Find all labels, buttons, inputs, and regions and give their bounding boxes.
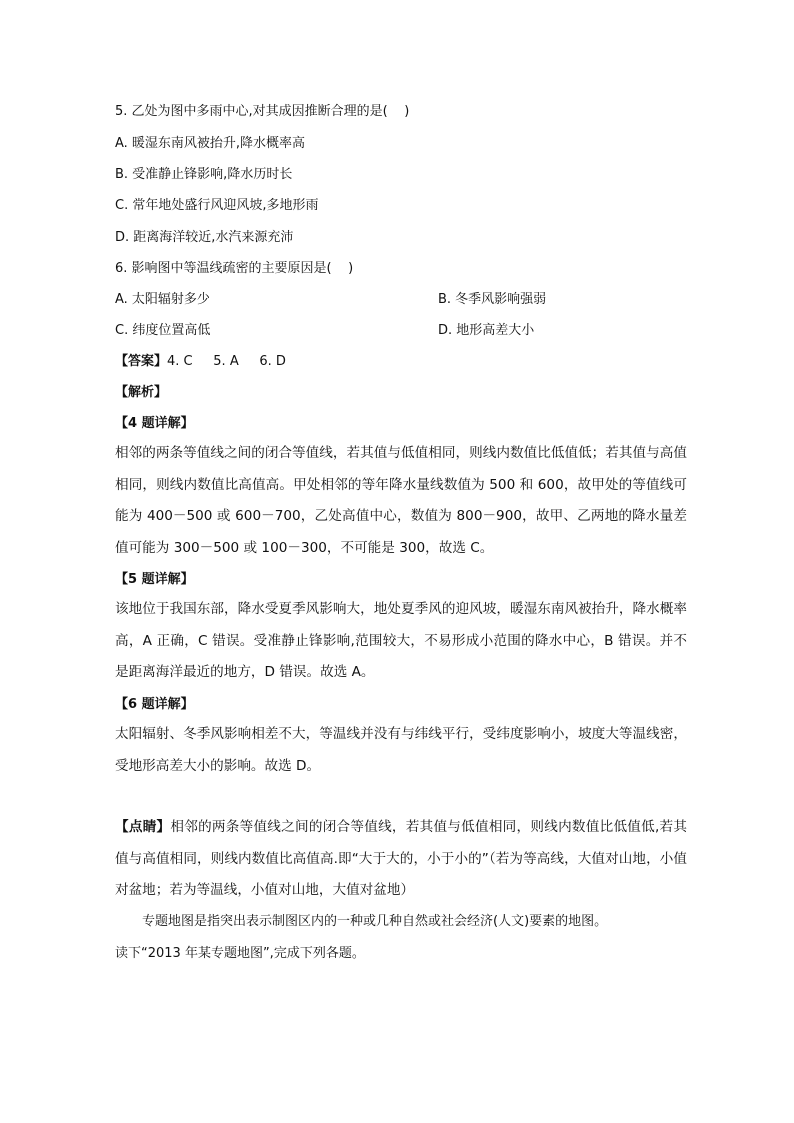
answer-text: 4. C 5. A 6. D	[167, 354, 286, 369]
q6-option-d: D. 地形高差大小	[438, 323, 535, 338]
answer-line	[115, 354, 286, 370]
detail4-heading: 【4 题详解】	[115, 416, 194, 431]
q6-option-b: B. 冬季风影响强弱	[438, 292, 547, 307]
q6-option-a: A. 太阳辐射多少	[115, 292, 210, 307]
q5-option-c: C. 常年地处盛行风迎风坡,多地形雨	[115, 198, 319, 213]
detail5-heading: 【5 题详解】	[115, 572, 194, 587]
intro-line-2: 读下“2013 年某专题地图”,完成下列各题。	[115, 946, 365, 961]
detail6-text: 太阳辐射、冬季风影响相差不大，等温线并没有与纬线平行，受纬度影响小，坡度大等温线密，受地形高差大小的影响。故选 D。	[115, 726, 687, 774]
q5-option-a: A. 暖湿东南风被抬升,降水概率高	[115, 136, 306, 151]
detail5-text: 该地位于我国东部，降水受夏季风影响大，地处夏季风的迎风坡，暖湿东南风被抬升，降水概率高，A 正确，C 错误。受准静止锋影响,范围较大，不易形成小范围的降水中心，B 错误。并不是距离海洋最近的地方，D 错误。故选 A。	[115, 601, 687, 680]
detail6-heading: 【6 题详解】	[115, 697, 194, 712]
tip-text: 相邻的两条等值线之间的闭合等值线，若其值与低值相同，则线内数值比低值低,若其值与高值相同，则线内数值比高值高.即“大于大的，小于小的”（若为等高线，大值对山地，小值对盆地；若为等温线，小值对山地，大值对盆地）	[115, 819, 687, 898]
q5-option-b: B. 受准静止锋影响,降水历时长	[115, 167, 293, 182]
q6-stem: 6. 影响图中等温线疏密的主要原因是( )	[115, 261, 354, 276]
tip-block	[115, 812, 687, 907]
intro-line-1: 专题地图是指突出表示制图区内的一种或几种自然或社会经济(人文)要素的地图。	[142, 914, 608, 929]
q5-stem: 5. 乙处为图中多雨中心,对其成因推断合理的是( )	[115, 104, 410, 119]
answer-label: 【答案】	[115, 354, 168, 369]
tip-label: 【点睛】	[115, 819, 171, 835]
q5-option-d: D. 距离海洋较近,水汽来源充沛	[115, 230, 294, 245]
q6-option-c: C. 纬度位置高低	[115, 323, 211, 338]
analysis-label: 【解析】	[115, 385, 168, 400]
detail4-text: 相邻的两条等值线之间的闭合等值线，若其值与低值相同，则线内数值比低值低；若其值与高值相同，则线内数值比高值高。甲处相邻的等年降水量线数值为 500 和 600，故甲处的等值线可能为 400－500 或 600－700，乙处高值中心，数值为 800－900，故甲、乙两地的降水量差值可能为 300－500 或 100－300，不可能是 300，故选 C。	[115, 445, 687, 556]
